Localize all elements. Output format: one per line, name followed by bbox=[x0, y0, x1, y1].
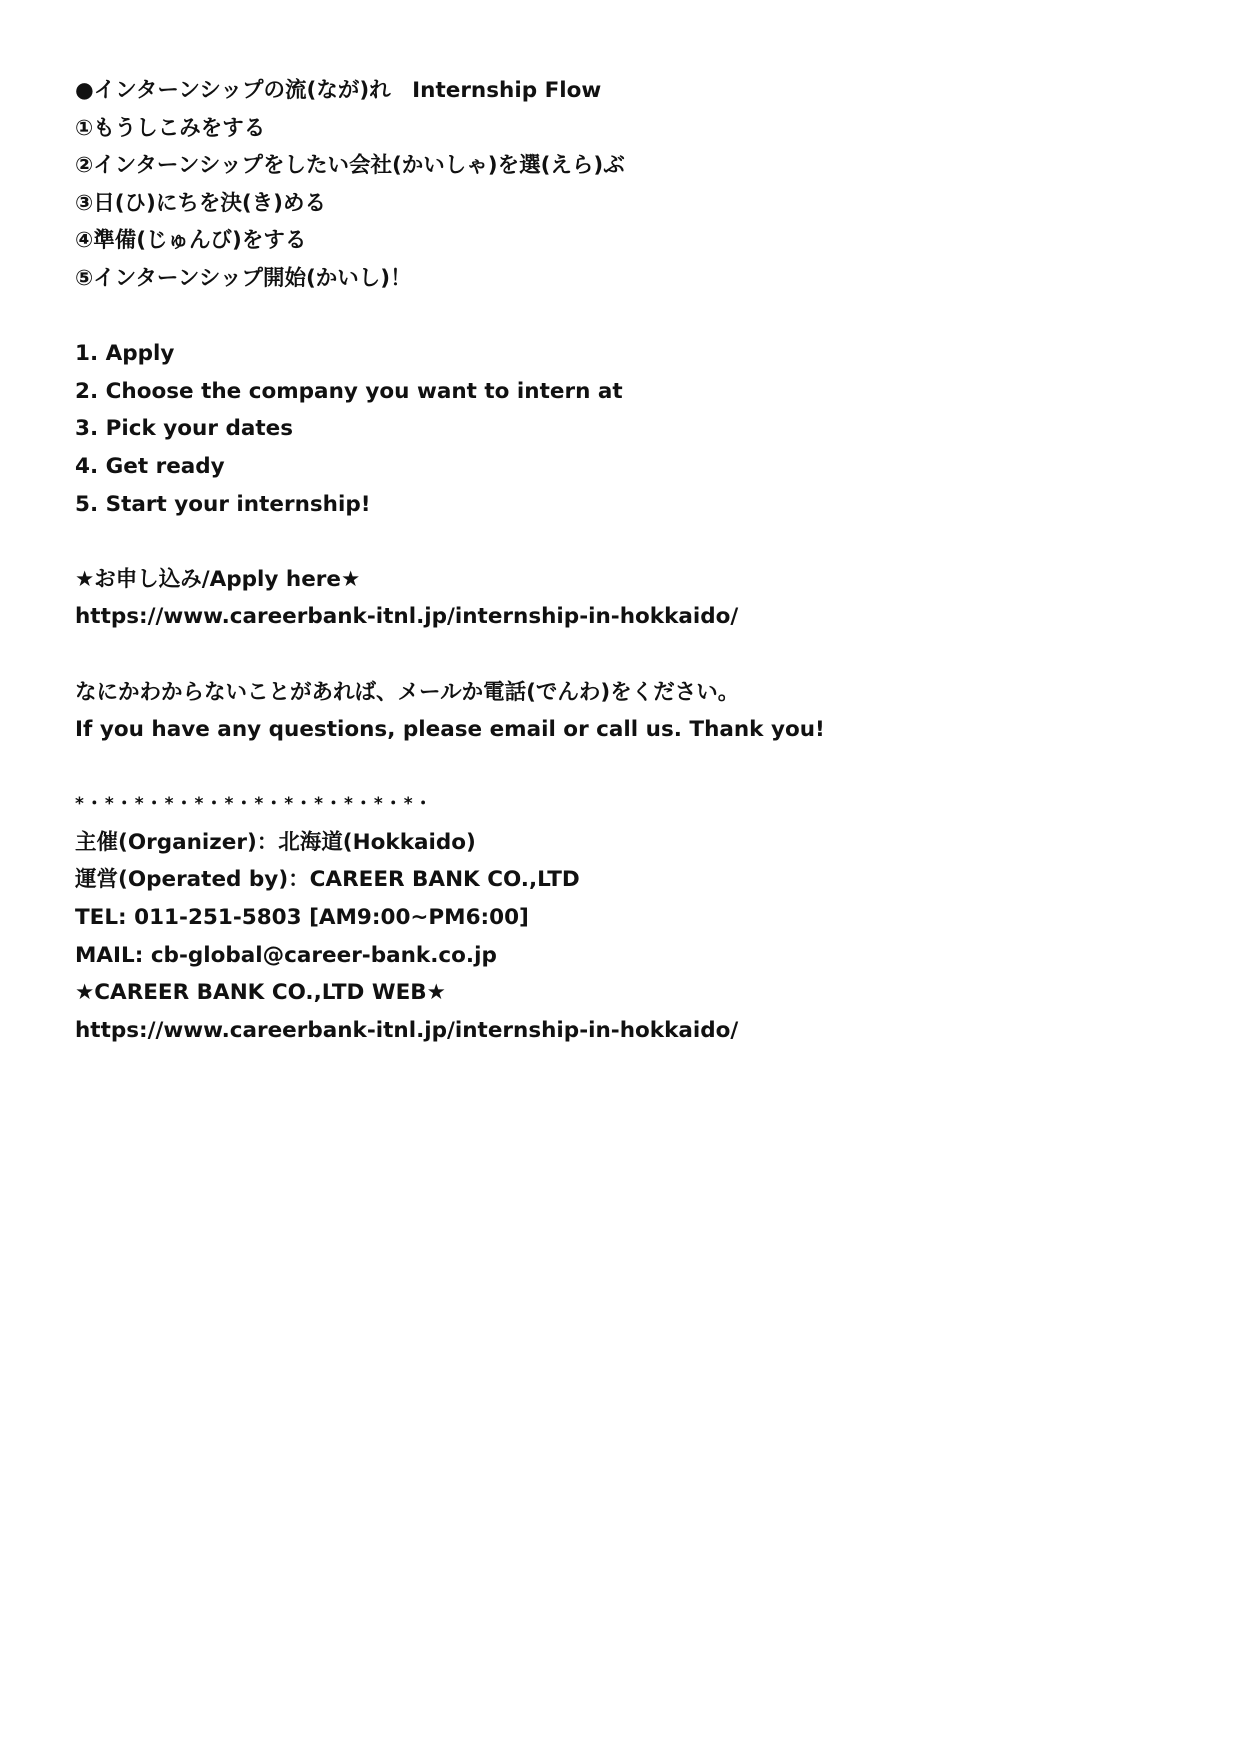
flow-step-en-1: 1. Apply bbox=[75, 341, 175, 367]
mail-line: MAIL: cb-global@career-bank.co.jp bbox=[75, 942, 497, 968]
divider-dots: *・*・*・*・*・*・*・*・*・*・*・*・ bbox=[75, 794, 434, 815]
document-page bbox=[75, 72, 1175, 1049]
spacer bbox=[75, 749, 1175, 787]
contact-note-ja: なにかわからないことがあれば、メールか電話(でんわ)をください。 bbox=[75, 679, 740, 705]
spacer bbox=[75, 636, 1175, 674]
spacer bbox=[75, 523, 1175, 561]
flow-step-en-5: 5. Start your internship! bbox=[75, 491, 371, 517]
flow-step-ja-4: ④準備(じゅんび)をする bbox=[75, 228, 307, 254]
apply-url-line bbox=[75, 598, 1175, 636]
flow-step-en-3: 3. Pick your dates bbox=[75, 416, 294, 442]
flow-step-ja-1: ①もうしこみをする bbox=[75, 115, 266, 141]
tel-line: TEL: 011-251-5803 [AM9:00~PM6:00] bbox=[75, 905, 529, 931]
apply-label: ★お申し込み/Apply here★ bbox=[75, 566, 361, 592]
flow-step-en-2: 2. Choose the company you want to intern at bbox=[75, 378, 623, 404]
flow-step-ja-2: ②インターンシップをしたい会社(かいしゃ)を選(えら)ぶ bbox=[75, 153, 625, 179]
flow-step-ja-3: ③日(ひ)にちを決(き)める bbox=[75, 190, 327, 216]
web-url-line bbox=[75, 1012, 1175, 1050]
operator-line: 運営(Operated by)：CAREER BANK CO.,LTD bbox=[75, 867, 580, 893]
apply-link[interactable]: https://www.careerbank-itnl.jp/internship-in-hokkaido/ bbox=[75, 604, 739, 630]
web-link[interactable]: https://www.careerbank-itnl.jp/internship-in-hokkaido/ bbox=[75, 1017, 739, 1043]
flow-heading: ●インターンシップの流(なが)れ Internship Flow bbox=[75, 78, 602, 103]
web-label: ★CAREER BANK CO.,LTD WEB★ bbox=[75, 980, 446, 1006]
organizer-line: 主催(Organizer)：北海道(Hokkaido) bbox=[75, 829, 476, 855]
spacer bbox=[75, 298, 1175, 336]
flow-step-en-4: 4. Get ready bbox=[75, 453, 225, 479]
contact-note-en: If you have any questions, please email or call us. Thank you! bbox=[75, 717, 825, 743]
flow-step-ja-5: ⑤インターンシップ開始(かいし)！ bbox=[75, 265, 412, 291]
